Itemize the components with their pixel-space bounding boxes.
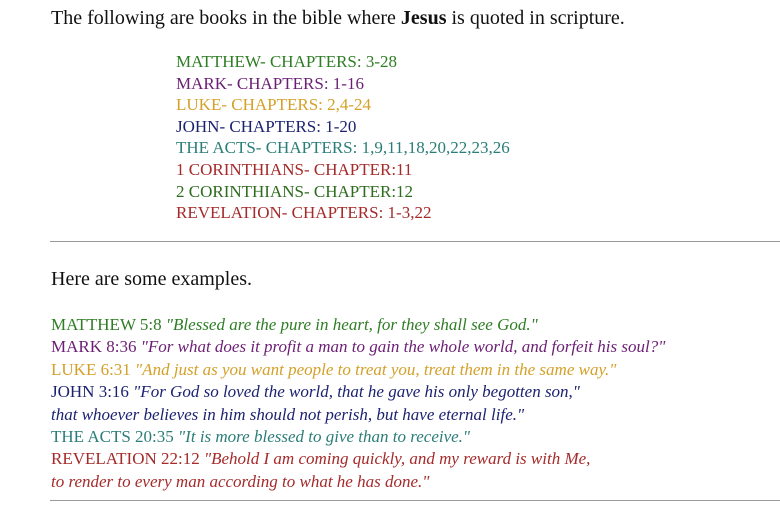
example-quote: "And just as you want people to treat you, treat them in the same way." [135, 359, 617, 379]
book-list [176, 51, 510, 224]
example-john-continued [51, 404, 665, 426]
example-quote: that whoever believes in him should not perish, but have eternal life." [51, 404, 525, 424]
intro-jesus-bold: Jesus [400, 7, 447, 29]
example-ref: MARK 8:36 [51, 337, 141, 357]
example-ref: REVELATION 22:12 [51, 449, 204, 469]
example-ref: JOHN 3:16 [51, 382, 134, 402]
example-ref: MATTHEW 5:8 [51, 315, 166, 334]
book-item-1-corinthians: 1 CORINTHIANS- CHAPTER:11 [176, 159, 413, 179]
example-revelation-continued [51, 471, 665, 493]
example-quote: "For God so loved the world, that he gave his only begotten son," [133, 382, 580, 402]
example-matthew [51, 314, 665, 336]
divider-bottom [50, 500, 780, 501]
intro-text-before: The following are books in the bible where [51, 7, 401, 29]
example-ref: THE ACTS 20:35 [51, 427, 179, 447]
example-the-acts [51, 426, 665, 448]
intro-text-after: is quoted in scripture. [446, 7, 625, 29]
book-item-matthew: MATTHEW- CHAPTERS: 3-28 [176, 52, 397, 71]
example-quote: "Behold I am coming quickly, and my reward is with Me, [203, 449, 591, 469]
example-quote: "Blessed are the pure in heart, for they shall see God." [165, 315, 538, 334]
example-revelation [51, 448, 665, 470]
example-ref: LUKE 6:31 [51, 359, 136, 379]
book-item-revelation: REVELATION- CHAPTERS: 1-3,22 [176, 203, 432, 223]
examples-list [51, 314, 665, 493]
example-quote: "It is more blessed to give than to receive." [178, 427, 471, 447]
example-quote: to render to every man according to what he has done." [51, 471, 430, 491]
example-quote: "For what does it profit a man to gain the whole world, and forfeit his soul?" [140, 337, 666, 357]
example-john [51, 381, 665, 403]
intro-sentence [51, 6, 625, 30]
examples-heading: Here are some examples. [51, 268, 253, 290]
book-item-john: JOHN- CHAPTERS: 1-20 [176, 116, 357, 136]
divider-top [50, 241, 780, 242]
example-luke [51, 359, 665, 381]
book-item-luke: LUKE- CHAPTERS: 2,4-24 [176, 95, 372, 115]
book-item-mark: MARK- CHAPTERS: 1-16 [176, 73, 364, 93]
book-item-2-corinthians: 2 CORINTHIANS- CHAPTER:12 [176, 181, 414, 201]
example-mark [51, 336, 665, 358]
book-item-the-acts: THE ACTS- CHAPTERS: 1,9,11,18,20,22,23,26 [176, 138, 510, 158]
